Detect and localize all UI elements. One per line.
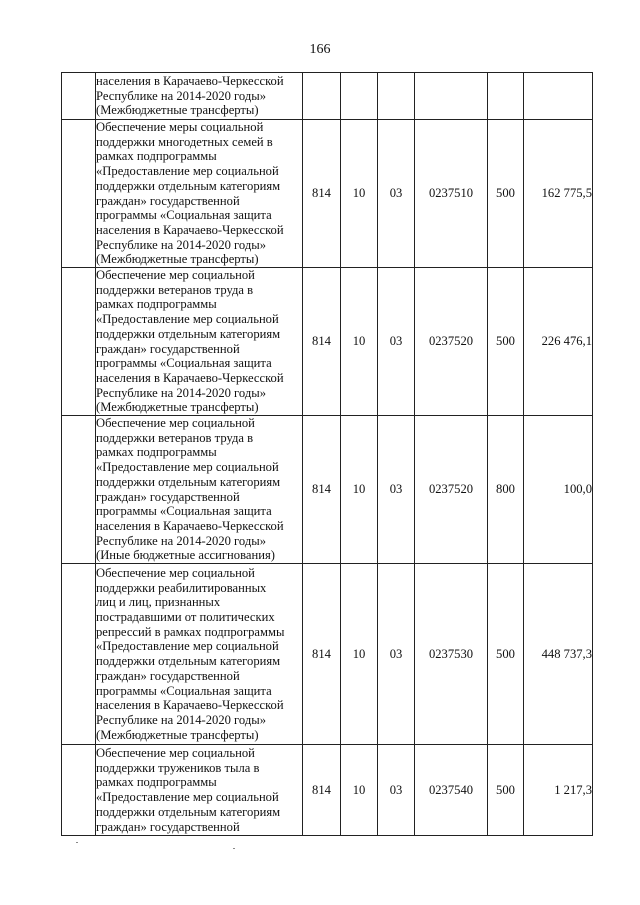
description-cell: Обеспечение мер социальной поддержки ветеранов труда в рамках подпрограммы «Предоставление мер социальной поддержки отдельным категориям граждан» государственной программы «Социальная защита населения в Карачаево-Черкесской Республике на 2014-2020 годы» (Межбюджетные трансферты)	[96, 268, 303, 416]
scan-speck	[76, 842, 78, 843]
expense-type-cell: 500	[488, 120, 524, 268]
expense-type-cell: 500	[488, 564, 524, 745]
table-row	[62, 416, 593, 564]
subsection-code-cell: 03	[378, 745, 415, 836]
table-row	[62, 564, 593, 745]
ministry-code-cell	[303, 73, 341, 120]
subsection-code-cell: 03	[378, 268, 415, 416]
ministry-code-cell: 814	[303, 416, 341, 564]
description-cell: Обеспечение мер социальной поддержки реабилитированных лиц и лиц, признанных пострадавшими от политических репрессий в рамках подпрограммы «Предоставление мер социальной поддержки отдельным категориям граждан» государственной программы «Социальная защита населения в Карачаево-Черкесской Республике на 2014-2020 годы» (Межбюджетные трансферты)	[96, 564, 303, 745]
row-number-cell	[62, 73, 96, 120]
row-number-cell	[62, 745, 96, 836]
scan-speck	[233, 848, 235, 849]
section-code-cell: 10	[341, 416, 378, 564]
row-number-cell	[62, 416, 96, 564]
amount-cell	[524, 73, 593, 120]
row-number-cell	[62, 120, 96, 268]
target-article-cell: 0237530	[415, 564, 488, 745]
target-article-cell	[415, 73, 488, 120]
target-article-cell: 0237540	[415, 745, 488, 836]
page-number: 166	[309, 42, 331, 57]
ministry-code-cell: 814	[303, 120, 341, 268]
target-article-cell: 0237510	[415, 120, 488, 268]
description-cell: Обеспечение мер социальной поддержки ветеранов труда в рамках подпрограммы «Предоставление мер социальной поддержки отдельным категориям граждан» государственной программы «Социальная защита населения в Карачаево-Черкесской Республике на 2014-2020 годы» (Иные бюджетные ассигнования)	[96, 416, 303, 564]
subsection-code-cell: 03	[378, 120, 415, 268]
description-cell: Обеспечение мер социальной поддержки тружеников тыла в рамках подпрограммы «Предоставление мер социальной поддержки отдельным категориям граждан» государственной	[96, 745, 303, 836]
ministry-code-cell: 814	[303, 564, 341, 745]
expense-type-cell: 800	[488, 416, 524, 564]
amount-cell: 226 476,1	[524, 268, 593, 416]
table-row	[62, 268, 593, 416]
target-article-cell: 0237520	[415, 416, 488, 564]
expense-type-cell: 500	[488, 745, 524, 836]
table-row	[62, 120, 593, 268]
section-code-cell: 10	[341, 120, 378, 268]
target-article-cell: 0237520	[415, 268, 488, 416]
row-number-cell	[62, 268, 96, 416]
subsection-code-cell: 03	[378, 564, 415, 745]
amount-cell: 448 737,3	[524, 564, 593, 745]
ministry-code-cell: 814	[303, 268, 341, 416]
subsection-code-cell: 03	[378, 416, 415, 564]
section-code-cell	[341, 73, 378, 120]
section-code-cell: 10	[341, 564, 378, 745]
subsection-code-cell	[378, 73, 415, 120]
section-code-cell: 10	[341, 745, 378, 836]
expense-type-cell: 500	[488, 268, 524, 416]
description-cell: Обеспечение меры социальной поддержки многодетных семей в рамках подпрограммы «Предоставление мер социальной поддержки отдельным категориям граждан» государственной программы «Социальная защита населения в Карачаево-Черкесской Республике на 2014-2020 годы» (Межбюджетные трансферты)	[96, 120, 303, 268]
table-row	[62, 73, 593, 120]
row-number-cell	[62, 564, 96, 745]
amount-cell: 1 217,3	[524, 745, 593, 836]
description-cell: населения в Карачаево-Черкесской Республике на 2014-2020 годы» (Межбюджетные трансферты)	[96, 73, 303, 120]
table-row	[62, 745, 593, 836]
amount-cell: 162 775,5	[524, 120, 593, 268]
expense-type-cell	[488, 73, 524, 120]
budget-table	[61, 72, 593, 836]
section-code-cell: 10	[341, 268, 378, 416]
ministry-code-cell: 814	[303, 745, 341, 836]
amount-cell: 100,0	[524, 416, 593, 564]
